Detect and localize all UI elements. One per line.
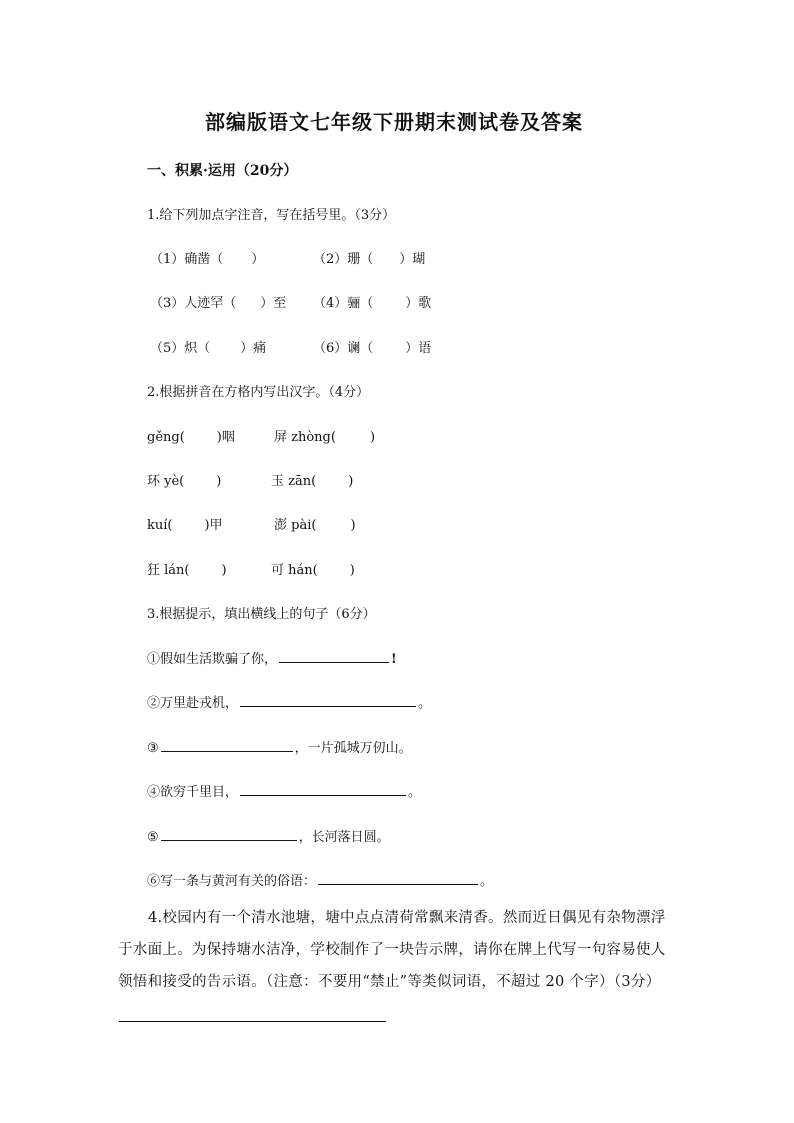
page-title: 部编版语文七年级下册期末测试卷及答案 xyxy=(205,110,583,134)
q1-item: （1）确凿（ ） xyxy=(150,252,265,267)
q2-item: 环 yè( ) xyxy=(147,474,222,489)
q3-sentence: ①假如生活欺骗了你， ! xyxy=(147,648,397,667)
answer-line[interactable] xyxy=(119,1021,386,1022)
q3-sentence: ⑥写一条与黄河有关的俗语： 。 xyxy=(147,870,493,889)
q4-paragraph: 4.校园内有一个清水池塘，塘中点点清荷常飘来清香。然而近日偶见有杂物漂浮于水面上。为保持塘水洁净，学校制作了一块告示牌，请你在牌上代写一句容易使人领悟和接受的告示语。（注意：不要用“禁止”等类似词语，不超过 20 个字）（3分） xyxy=(118,910,666,990)
q3-sentence: ②万里赴戎机， 。 xyxy=(147,692,431,711)
q1-item: （4）骊（ ）歌 xyxy=(313,296,432,311)
q1-item: （6）谰（ ）语 xyxy=(313,341,432,356)
q2-item: 澎 pài( ) xyxy=(274,518,356,533)
q2-item: 狂 lán( ) xyxy=(147,563,227,578)
q3-sentence: ③ ，一片孤城万仞山。 xyxy=(147,737,412,756)
q2-stem: 2.根据拼音在方格内写出汉字。（4分） xyxy=(147,385,370,400)
q3-sentence: ⑤ ，长河落日圆。 xyxy=(147,826,390,845)
q2-item: 可 hán( ) xyxy=(271,563,355,578)
q1-item: （5）炽（ ）痛 xyxy=(150,341,267,356)
q1-item: （3）人迹罕（ ）至 xyxy=(150,296,287,311)
section-heading: 一、积累·运用（20分） xyxy=(147,163,298,179)
q3-sentence: ④欲穷千里目， 。 xyxy=(147,781,421,800)
q1-item: （2）珊（ ）瑚 xyxy=(313,252,426,267)
q2-item: 屏 zhòng( ) xyxy=(274,430,376,445)
q2-item: kuí( )甲 xyxy=(147,518,223,533)
q1-stem: 1.给下列加点字注音，写在括号里。（3分） xyxy=(147,208,396,223)
q3-stem: 3.根据提示，填出横线上的句子（6分） xyxy=(147,607,376,622)
q2-item: gěng( )咽 xyxy=(147,430,235,445)
q2-item: 玉 zān( ) xyxy=(271,474,354,489)
